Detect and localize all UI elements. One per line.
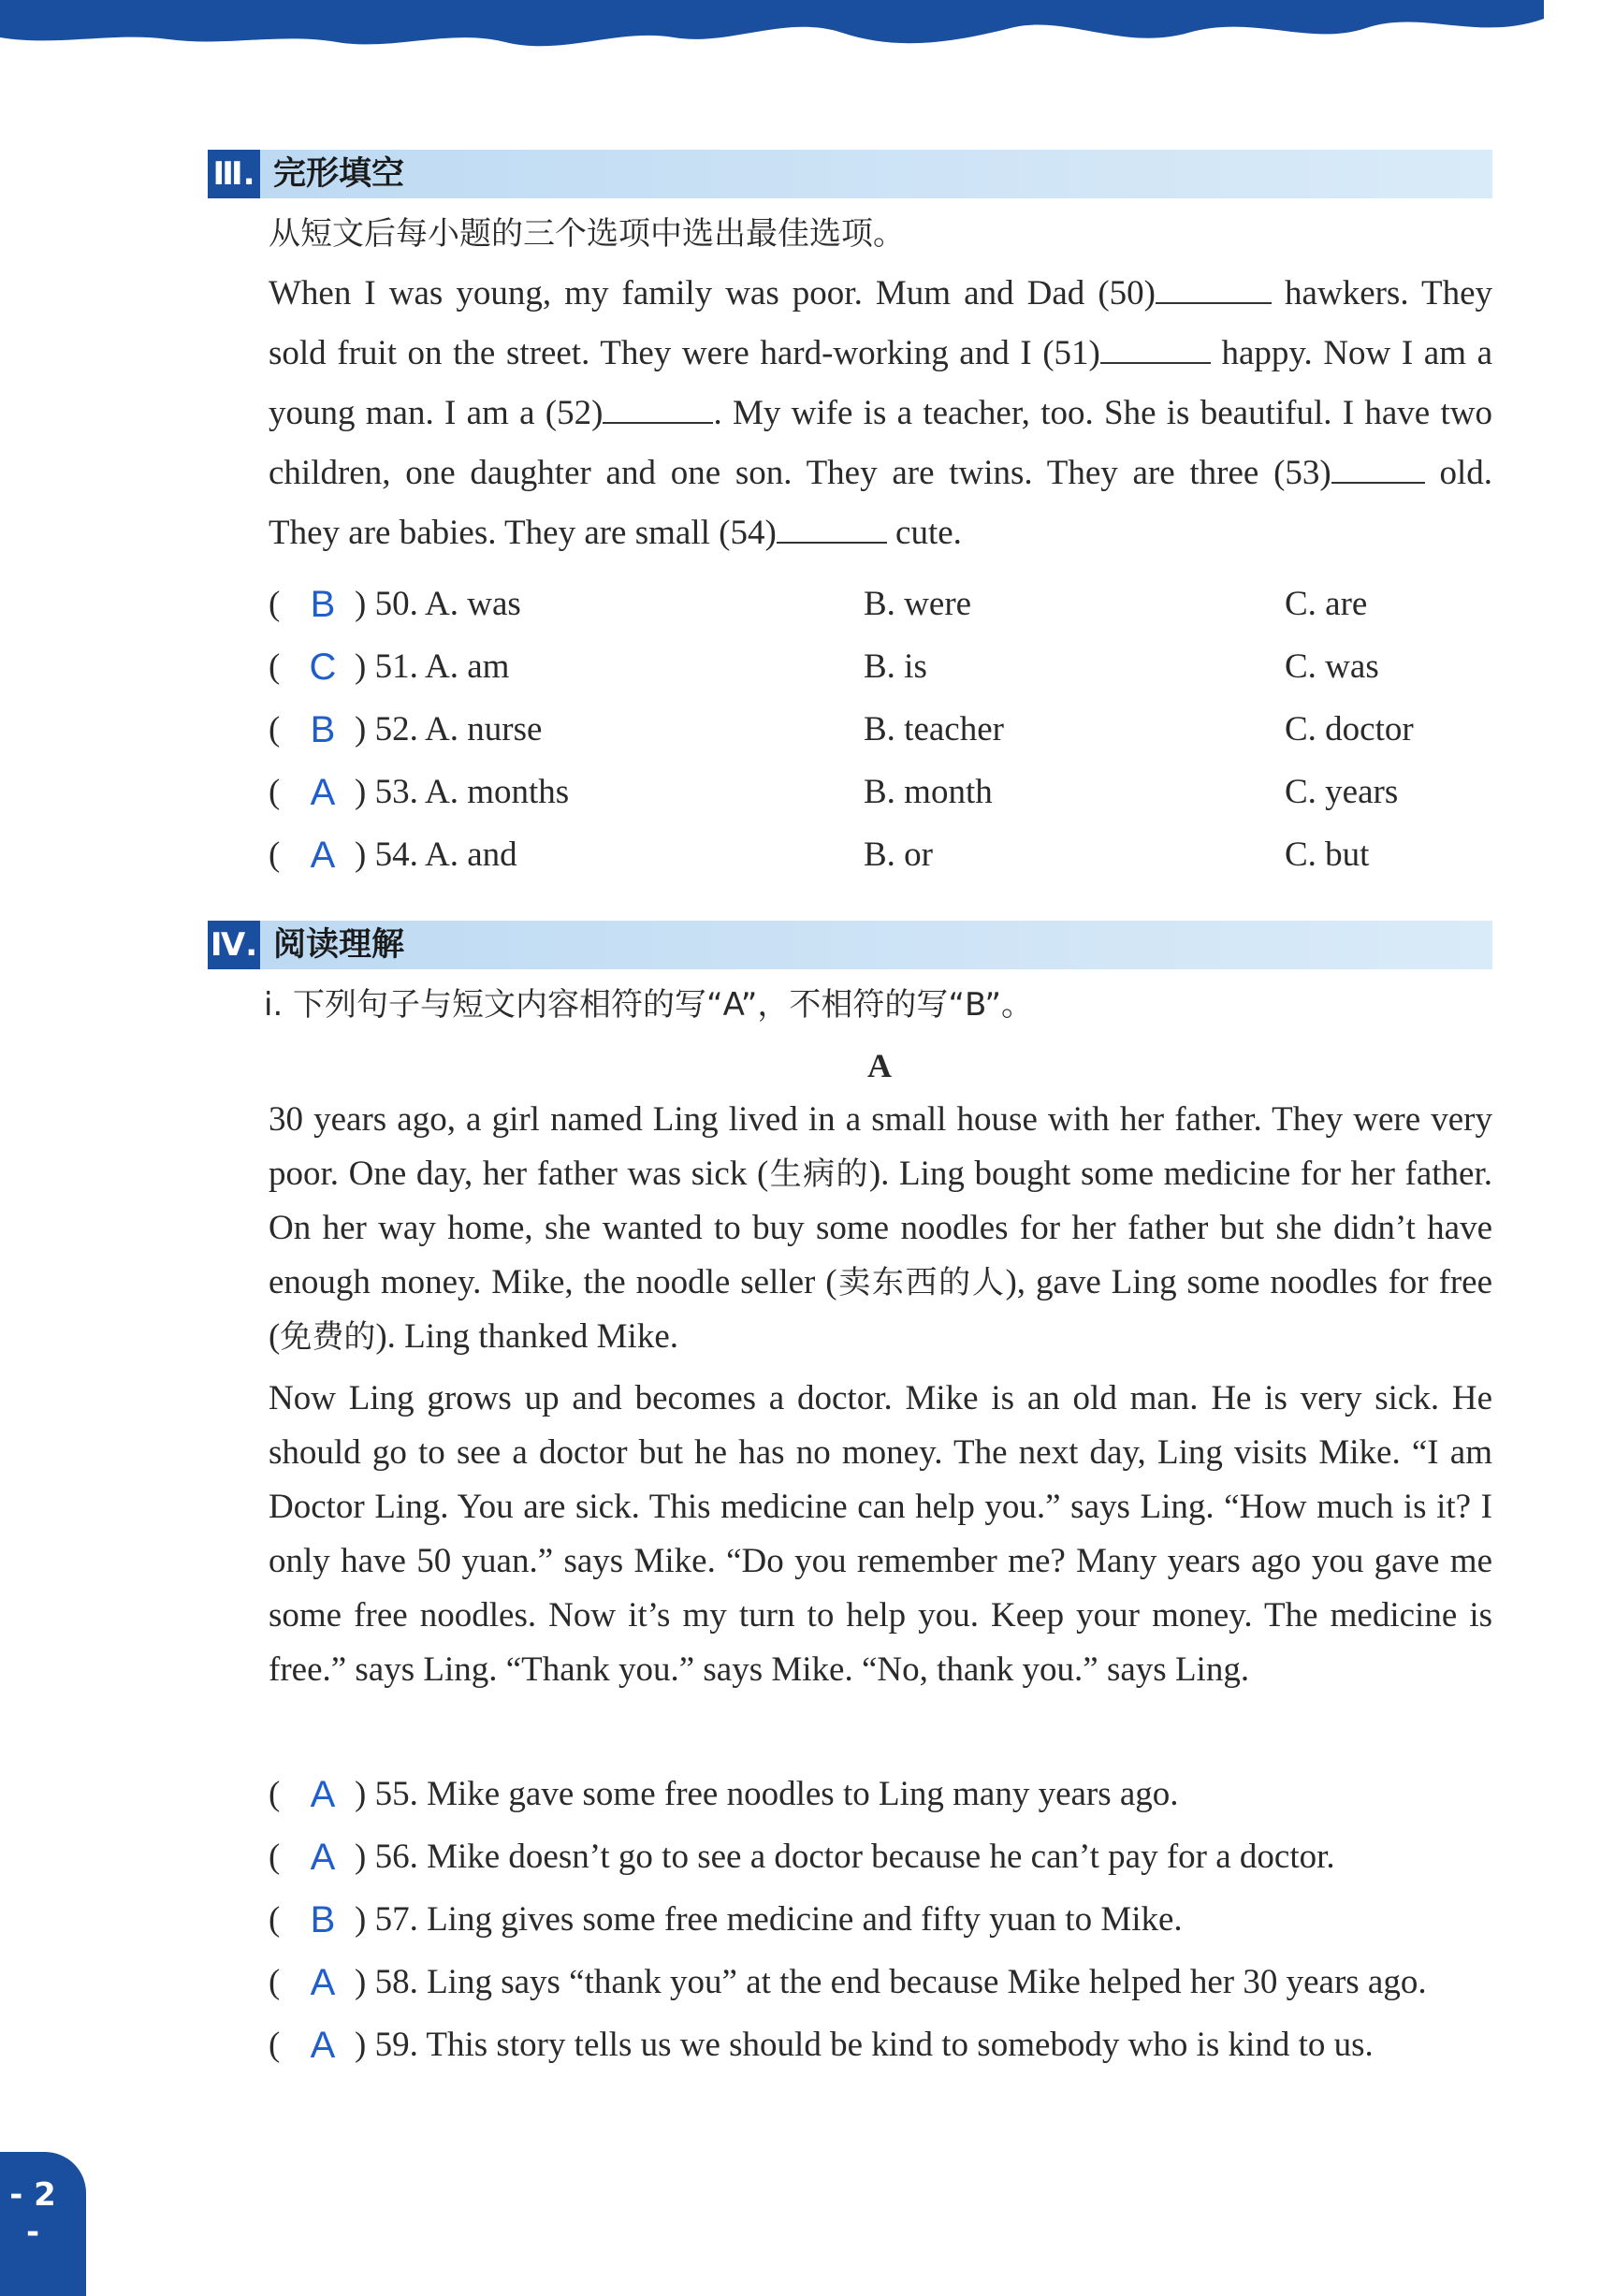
reading-paragraph-1 — [269, 1093, 1492, 1364]
section-3-number: Ⅲ. — [208, 150, 260, 198]
cloze-text-6: cute. — [886, 514, 962, 552]
question-57 — [269, 1892, 1492, 1948]
question-51-option-c: C. was — [1285, 647, 1379, 686]
question-58-text: ) 58. Ling says “thank you” at the end because Mike helped her 30 years ago. — [355, 1963, 1427, 2001]
section-3-instruction: 从短文后每小题的三个选项中选出最佳选项。 — [269, 215, 905, 253]
question-53-option-c: C. years — [1285, 773, 1399, 811]
section-4-number: Ⅳ. — [208, 921, 260, 969]
section-4-instruction: ⅰ. 下列句子与短文内容相符的写“A”，不相符的写“B”。 — [264, 986, 1034, 1024]
paren-open: ( — [269, 710, 281, 748]
blank-51 — [1100, 325, 1211, 364]
cloze-passage — [269, 264, 1492, 563]
question-51-option-b: B. is — [864, 647, 927, 686]
question-56-text: ) 56. Mike doesn’t go to see a doctor because he can’t pay for a doctor. — [355, 1838, 1335, 1876]
question-50-option-b: B. were — [864, 585, 972, 623]
answer-59: A — [310, 2025, 336, 2066]
question-51 — [269, 639, 1492, 695]
paragraph-1-text-3: ), gave Ling some noodles for free ( — [269, 1263, 1492, 1356]
blank-52 — [603, 385, 713, 424]
blank-53 — [1331, 444, 1425, 484]
gloss-sick: 生病的 — [768, 1155, 869, 1193]
gloss-seller: 卖东西的人 — [836, 1264, 1006, 1301]
section-4-title: 阅读理解 — [273, 926, 405, 964]
answer-56: A — [310, 1837, 336, 1878]
question-55 — [269, 1766, 1492, 1823]
question-54-option-a: ) 54. A. and — [355, 836, 517, 874]
answer-55: A — [310, 1774, 336, 1815]
question-50 — [269, 576, 1492, 632]
question-52-option-a: ) 52. A. nurse — [355, 710, 543, 748]
question-52-option-c: C. doctor — [1285, 710, 1414, 748]
blank-50 — [1156, 265, 1272, 304]
paren-open: ( — [269, 647, 281, 686]
question-57-text: ) 57. Ling gives some free medicine and fifty yuan to Mike. — [355, 1900, 1183, 1939]
question-52-option-b: B. teacher — [864, 710, 1004, 748]
answer-58: A — [310, 1962, 336, 2003]
reading-paragraph-2: Now Ling grows up and becomes a doctor. Mike is an old man. He is very sick. He should go to see a doctor but he has no money. The next day, Ling visits Mike. “I am Doctor Ling. You are sick. This medicine can help you.” says Ling. “How much is it? I only have 50 yuan.” says Mike. “Do you remember me? Many years ago you gave me some free noodles. Now it’s my turn to help you. Keep your money. The medicine is free.” says Ling. “Thank you.” says Mike. “No, thank you.” says Ling. — [269, 1379, 1492, 1689]
question-51-option-a: ) 51. A. am — [355, 647, 510, 686]
blank-54 — [777, 504, 887, 544]
cloze-text-1: When I was young, my family was poor. Mum and Dad (50) — [269, 274, 1156, 312]
question-53-option-b: B. month — [864, 773, 993, 811]
question-53 — [269, 764, 1492, 821]
question-59 — [269, 2017, 1492, 2073]
paren-open: ( — [269, 2026, 281, 2064]
question-50-option-c: C. are — [1285, 585, 1368, 623]
cloze-text-5: old. They are babies. They are small (54) — [269, 454, 1492, 552]
section-4-header — [208, 921, 1492, 969]
paren-open: ( — [269, 1963, 281, 2001]
paren-open: ( — [269, 585, 281, 623]
passage-label: A — [867, 1047, 892, 1084]
cloze-text-2: hawkers. They sold fruit on the street. They were hard-working and I (51) — [269, 274, 1493, 372]
question-59-text: ) 59. This story tells us we should be kind to somebody who is kind to us. — [355, 2026, 1374, 2064]
header-wave-decoration — [0, 0, 1600, 75]
paragraph-1-text-1: 30 years ago, a girl named Ling lived in a small house with her father. They were very poor. One day, her father was sick ( — [269, 1100, 1492, 1193]
question-56 — [269, 1829, 1492, 1885]
paren-open: ( — [269, 1838, 281, 1876]
answer-54: A — [310, 835, 336, 876]
gloss-free: 免费的 — [280, 1318, 376, 1356]
paren-open: ( — [269, 773, 281, 811]
question-53-option-a: ) 53. A. months — [355, 773, 570, 811]
question-54-option-b: B. or — [864, 836, 933, 874]
cloze-text-4: . My wife is a teacher, too. She is beautiful. I have two children, one daughter and one son. They are twins. They are three (53) — [269, 394, 1492, 492]
question-50-option-a: ) 50. A. was — [355, 585, 521, 623]
question-54-option-c: C. but — [1285, 836, 1370, 874]
answer-50: B — [310, 584, 336, 625]
cloze-text-3: happy. Now I am a young man. I am a (52) — [269, 334, 1492, 432]
paren-open: ( — [269, 1900, 281, 1939]
question-58 — [269, 1955, 1492, 2011]
answer-53: A — [310, 772, 336, 813]
paren-open: ( — [269, 836, 281, 874]
answer-52: B — [310, 709, 336, 750]
answer-51: C — [309, 647, 337, 688]
question-55-text: ) 55. Mike gave some free noodles to Ling many years ago. — [355, 1775, 1179, 1813]
paragraph-1-text-2: ). Ling bought some medicine for her father. On her way home, she wanted to buy some noodles for her father but she didn’t have enough money. Mike, the noodle seller ( — [269, 1155, 1493, 1301]
paragraph-1-text-4: ). Ling thanked Mike. — [375, 1317, 679, 1356]
question-54 — [269, 827, 1492, 883]
section-3-header — [208, 150, 1492, 198]
paren-open: ( — [269, 1775, 281, 1813]
page-number: - 2 - — [9, 2176, 56, 2251]
section-3-title: 完形填空 — [273, 155, 405, 193]
question-52 — [269, 702, 1492, 758]
answer-57: B — [310, 1899, 336, 1940]
